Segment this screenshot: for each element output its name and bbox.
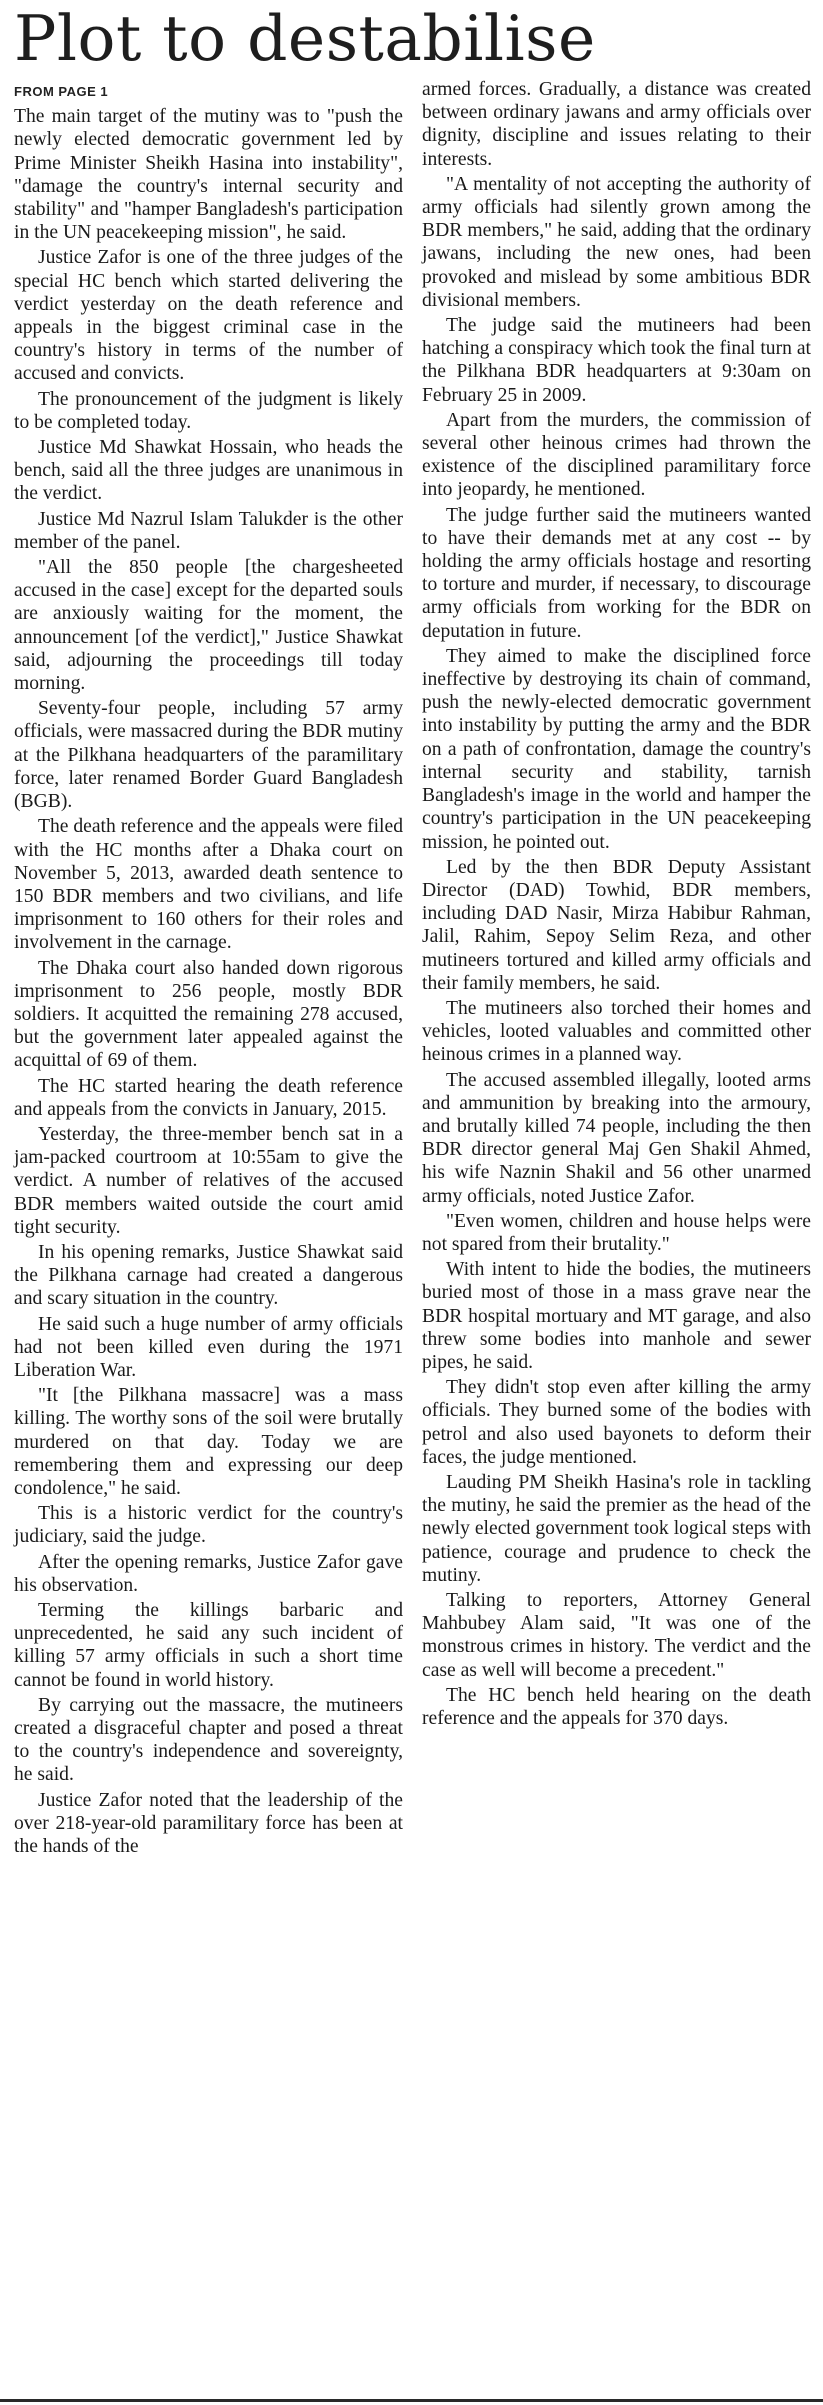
paragraph: armed forces. Gradually, a distance was created between ordinary jawans and army officials over dignity, discipline and issues relating to their interests. <box>422 79 811 170</box>
paragraph: The death reference and the appeals were filed with the HC months after a Dhaka court on November 5, 2013, awarded death sentence to 150 BDR members and two civilians, and life imprisonment to 160 others for their roles and involvement in the carnage. <box>14 816 403 954</box>
paragraph: The HC bench held hearing on the death reference and the appeals for 370 days. <box>422 1684 811 1730</box>
paragraph: The Dhaka court also handed down rigorous imprisonment to 256 people, mostly BDR soldiers. It acquitted the remaining 278 accused, but the government later appealed against the acquittal of 69 of them. <box>14 957 403 1072</box>
paragraph: "All the 850 people [the chargesheeted accused in the case] except for the departed souls are anxiously waiting for the moment, the announcement [of the verdict]," Justice Shawkat said, adjourning the proceedings till today morning. <box>14 557 403 695</box>
from-page-label: FROM PAGE 1 <box>14 84 109 99</box>
paragraph: Talking to reporters, Attorney General Mahbubey Alam said, "It was one of the monstrous crimes in history. The verdict and the case as well will become a precedent." <box>422 1590 811 1681</box>
article-column-1 <box>14 78 403 1860</box>
paragraph: They aimed to make the disciplined force ineffective by destroying its chain of command, push the newly-elected democratic government into instability by putting the army and the BDR on a path of confrontation, damage the country's internal security and stability, tarnish Bangladesh's image in the world and hamper the country's participation in the UN peacekeeping mission, he pointed out. <box>422 645 811 853</box>
paragraph: The accused assembled illegally, looted arms and ammunition by breaking into the armoury, and brutally killed 74 people, including the then BDR director general Maj Gen Shakil Ahmed, his wife Naznin Shakil and 56 other unarmed army officials, noted Justice Zafor. <box>422 1069 811 1207</box>
paragraph: Justice Zafor noted that the leadership of the over 218-year-old paramilitary force has been at the hands of the <box>14 1789 403 1858</box>
bottom-rule <box>0 2399 823 2402</box>
paragraph: The judge said the mutineers had been hatching a conspiracy which took the final turn at the Pilkhana BDR headquarters at 9:30am on February 25 in 2009. <box>422 315 811 406</box>
paragraph: By carrying out the massacre, the mutineers created a disgraceful chapter and posed a threat to the country's independence and sovereignty, he said. <box>14 1694 403 1786</box>
paragraph: "It [the Pilkhana massacre] was a mass killing. The worthy sons of the soil were brutally murdered on that day. Today we are remembering them and expressing our deep condolence," he said. <box>14 1385 403 1499</box>
paragraph: The pronouncement of the judgment is likely to be completed today. <box>14 388 403 433</box>
paragraph: In his opening remarks, Justice Shawkat said the Pilkhana carnage had created a dangerous and scary situation in the country. <box>14 1241 403 1310</box>
paragraph: The mutineers also torched their homes and vehicles, looted valuables and committed other heinous crimes in a planned way. <box>422 997 811 1066</box>
paragraph: Led by the then BDR Deputy Assistant Director (DAD) Towhid, BDR members, including DAD Nasir, Mirza Habibur Rahman, Jalil, Rahim, Sepoy Selim Reza, and other mutineers tortured and killed army officials and their family members, he said. <box>422 856 811 994</box>
paragraph: The HC started hearing the death reference and appeals from the convicts in January, 2015. <box>14 1075 403 1120</box>
paragraph: He said such a huge number of army officials had not been killed even during the 1971 Liberation War. <box>14 1313 403 1381</box>
paragraph: Seventy-four people, including 57 army officials, were massacred during the BDR mutiny at the Pilkhana headquarters of the paramilitary force, later renamed Border Guard Bangladesh (BGB). <box>14 698 403 813</box>
paragraph: "Even women, children and house helps were not spared from their brutality." <box>422 1210 811 1255</box>
article-body <box>14 78 811 1860</box>
paragraph: Justice Md Shawkat Hossain, who heads the bench, said all the three judges are unanimous in the verdict. <box>14 437 403 505</box>
paragraph: Yesterday, the three-member bench sat in a jam-packed courtroom at 10:55am to give the verdict. A number of relatives of the accused BDR members waited outside the court amid tight security. <box>14 1123 403 1238</box>
paragraph: This is a historic verdict for the country's judiciary, said the judge. <box>14 1503 403 1548</box>
paragraph: Lauding PM Sheikh Hasina's role in tackling the mutiny, he said the premier as the head of the newly elected government took logical steps with patience, courage and prudence to check the mutiny. <box>422 1471 811 1586</box>
paragraph: "A mentality of not accepting the authority of army officials had silently grown among the BDR members," he said, adding that the ordinary jawans, including the new ones, had been provoked and mislead by some ambitious BDR divisional members. <box>422 173 811 311</box>
paragraph: After the opening remarks, Justice Zafor gave his observation. <box>14 1551 403 1596</box>
paragraph: Terming the killings barbaric and unprecedented, he said any such incident of killing 57 army officials in such a short time cannot be found in world history. <box>14 1600 403 1691</box>
paragraph: They didn't stop even after killing the army officials. They burned some of the bodies with petrol and also used bayonets to deform their faces, the judge mentioned. <box>422 1377 811 1468</box>
paragraph: The judge further said the mutineers wanted to have their demands met at any cost -- by holding the army officials hostage and resorting to torture and murder, if necessary, to discourage army officials from working for the BDR on deputation in future. <box>422 504 811 642</box>
paragraph: Justice Md Nazrul Islam Talukder is the other member of the panel. <box>14 508 403 553</box>
article-column-2 <box>422 78 811 1860</box>
paragraph: The main target of the mutiny was to "push the newly elected democratic government led by Prime Minister Sheikh Hasina into instability", "damage the country's internal security and stability" and "hamper Bangladesh's participation in the UN peacekeeping mission", he said. <box>14 106 403 244</box>
paragraph: With intent to hide the bodies, the mutineers buried most of those in a mass grave near the BDR hospital mortuary and MT garage, and also threw some bodies into manhole and sewer pipes, he said. <box>422 1259 811 1373</box>
article-headline: Plot to destabilise <box>14 2 596 75</box>
paragraph: Apart from the murders, the commission of several other heinous crimes had thrown the existence of the disciplined paramilitary force into jeopardy, he mentioned. <box>422 409 811 501</box>
paragraph: Justice Zafor is one of the three judges of the special HC bench which started delivering the verdict yesterday on the death reference and appeals in the biggest criminal case in the country's history in terms of the number of accused and convicts. <box>14 247 403 385</box>
